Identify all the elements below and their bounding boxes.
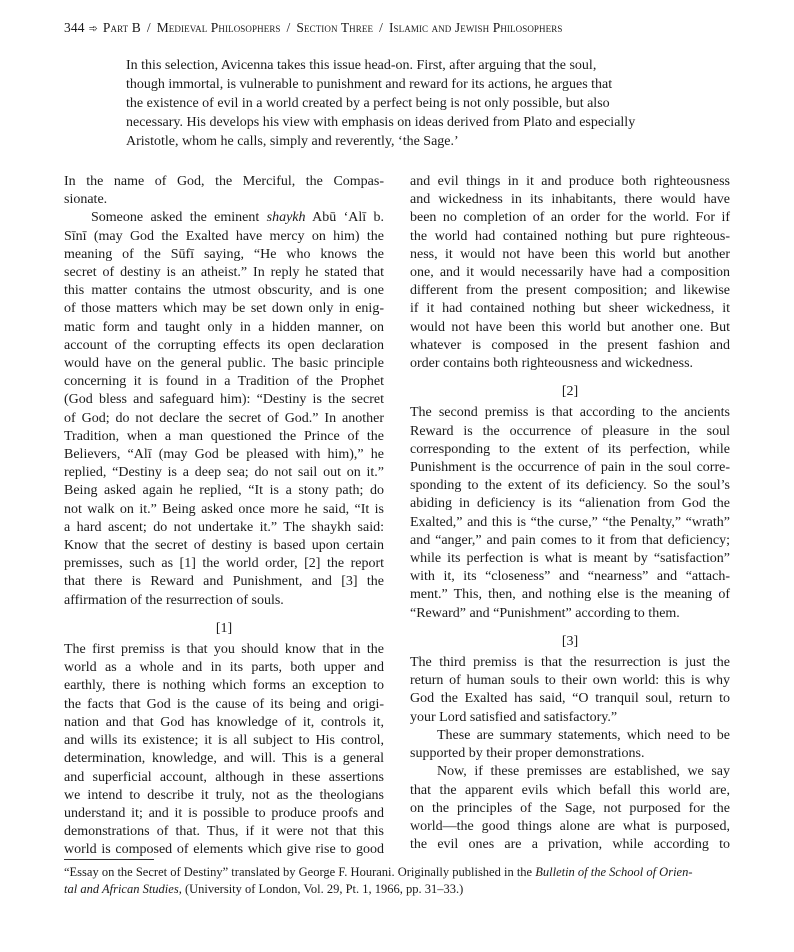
footnote-journal: tal and African Studies, bbox=[64, 882, 182, 896]
continuation-line: been no completion of an order for the world. For if bbox=[410, 210, 730, 226]
header-section-islamic: Islamic and Jewish Philosophers bbox=[388, 20, 563, 35]
continuation-line: different from the present composition; and likewise bbox=[410, 283, 730, 299]
final-line: on the principles of the Sage, not purposed for the bbox=[410, 800, 730, 816]
paragraph-line: replied, “Destiny is a deep sea; do not sail out on it.” bbox=[64, 465, 384, 481]
paragraph-line: not walk on it.” Being asked once more he said, “It is bbox=[64, 501, 384, 517]
section1-line: the facts that God is the cause of its being and origi- bbox=[64, 696, 384, 712]
continuation-line: the world had contained nothing but pure righteous- bbox=[410, 228, 730, 244]
paragraph-line: Tradition, when a man questioned the Prince of the bbox=[64, 428, 384, 444]
paragraph-lead-rest: Abū ‘Alī b. bbox=[305, 210, 385, 226]
paragraph-line: of God; do not declare the secret of God.” In another bbox=[64, 410, 384, 426]
section2-line: sponding to the extent of its deficiency. So the soul’s bbox=[410, 478, 730, 494]
paragraph-line: would have on the general public. The basic principle bbox=[64, 356, 384, 372]
section2-line: while its perfection is what is meant by “satisfaction” bbox=[410, 551, 730, 567]
paragraph-line: that there is Reward and Punishment, and [3] the bbox=[64, 574, 384, 590]
right-column bbox=[410, 173, 730, 854]
header-separator: / bbox=[146, 20, 151, 35]
paragraph-line: this matter contains the utmost obscurity, and is one bbox=[64, 283, 384, 299]
intro-line: though immortal, is vulnerable to punishment and reward for its actions, he argues that bbox=[126, 77, 613, 92]
header-section-medieval: Medieval Philosophers bbox=[156, 20, 281, 35]
section2-line: The second premiss is that according to the ancients bbox=[410, 405, 730, 421]
paragraph-line: premisses, such as [1] the world order, [2] the report bbox=[64, 556, 384, 572]
continuation-line: one, and it would necessarily have had a composition bbox=[410, 265, 730, 281]
paragraph-lead: Someone asked the eminent bbox=[91, 210, 267, 226]
shaykh-term: shaykh bbox=[266, 210, 306, 226]
summary-line: These are summary statements, which need to be bbox=[437, 727, 730, 743]
final-line: the evil ones are a privation, while according to bbox=[410, 837, 730, 853]
paragraph-line: matic form and taught only in a hidden manner, on bbox=[64, 319, 384, 335]
running-header bbox=[64, 20, 744, 36]
section2-line: Exalted,” and this is “the curse,” “the Penalty,” “wrath” bbox=[410, 514, 730, 530]
continuation-line: and wickedness in its inhabitants, there would have bbox=[410, 192, 730, 208]
section1-line: understand it; and it is possible to produce proofs and bbox=[64, 805, 384, 821]
header-part: Part B bbox=[102, 20, 141, 35]
header-separator: / bbox=[379, 20, 383, 35]
section2-line: Reward is the occurrence of pleasure in the soul bbox=[410, 423, 730, 439]
section-heading-3: [3] bbox=[561, 633, 579, 649]
intro-line: necessary. His develops his view with emphasis on ideas derived from Plato and especially bbox=[126, 115, 636, 130]
section2-line: “Reward” and “Punishment” according to them. bbox=[410, 605, 680, 621]
section2-line: abiding in deficiency is its “alienation from God the bbox=[410, 496, 730, 512]
section1-line: world as a whole and in its parts, both upper and bbox=[64, 660, 384, 676]
footnote bbox=[64, 864, 744, 898]
section3-line: The third premiss is that the resurrection is just the bbox=[410, 655, 730, 671]
section1-line: earthly, there is nothing which forms an exception to bbox=[64, 678, 384, 694]
section1-line: and wills its existence; it is all subject to His control, bbox=[64, 733, 384, 749]
footnote-journal: Bulletin of the School of Orien- bbox=[535, 865, 693, 879]
section1-line: nation and that God has knowledge of it, controls it, bbox=[64, 714, 384, 730]
section1-line: The first premiss is that you should know that in the bbox=[64, 642, 384, 658]
paragraph-line: account of the corrupting effects its open declaration bbox=[64, 337, 384, 353]
opening-line: sionate. bbox=[64, 192, 108, 208]
continuation-line: ness, it would not have been this world but another bbox=[410, 246, 730, 262]
paragraph-line: meaning of the Sūfī saying, “He who knows the bbox=[64, 246, 384, 262]
footnote-divider bbox=[64, 859, 154, 860]
final-line: that the apparent evils which befall this world are, bbox=[410, 782, 730, 798]
section2-line: and “anger,” and pain comes to it from that deficiency; bbox=[410, 532, 730, 548]
header-section-three: Section Three bbox=[296, 20, 374, 35]
footnote-text: “Essay on the Secret of Destiny” translated by George F. Hourani. Originally published in the bbox=[64, 865, 536, 879]
continuation-line: whatever is composed in the present fashion and bbox=[410, 337, 730, 353]
summary-line: supported by their proper demonstrations. bbox=[410, 746, 645, 762]
intro-line: the existence of evil in a world created by a perfect being is not only possible, but also bbox=[126, 96, 610, 111]
intro-line: In this selection, Avicenna takes this issue head-on. First, after arguing that the soul, bbox=[126, 58, 597, 73]
continuation-line: would not have been this world but another one. But bbox=[410, 319, 730, 335]
paragraph-line: a hard ascent; do not undertake it.” The shaykh said: bbox=[64, 519, 384, 535]
section3-line: return of human souls to their own world: this is why bbox=[410, 673, 730, 689]
paragraph-line: of those matters which may be set down only in enig- bbox=[64, 301, 384, 317]
continuation-line: order contains both righteousness and wickedness. bbox=[410, 356, 694, 372]
arrow-icon: ➾ bbox=[88, 23, 98, 35]
section-heading-1: [1] bbox=[215, 620, 233, 636]
section-heading-2: [2] bbox=[561, 384, 579, 400]
section2-line: ment.” This, then, and nothing else is the meaning of bbox=[410, 587, 730, 603]
section2-line: with it, its “closeness” and “nearness” and “attach- bbox=[410, 569, 730, 585]
paragraph-line: Know that the secret of destiny is based upon certain bbox=[64, 538, 384, 554]
paragraph-line: Believers, “Alī (may God be pleased with him),” he bbox=[64, 447, 384, 463]
page-number: 344 bbox=[64, 20, 85, 35]
section1-line: demonstrations of that. Thus, if it were not that this bbox=[64, 824, 384, 840]
section1-line: world is composed of elements which give rise to good bbox=[64, 842, 384, 858]
paragraph-line: secret of destiny is an atheist.” In reply he stated that bbox=[64, 265, 384, 281]
final-line: Now, if these premisses are established, we say bbox=[437, 764, 730, 780]
footnote-text: (University of London, Vol. 29, Pt. 1, 1966, pp. 31–33.) bbox=[181, 882, 464, 896]
continuation-line: and evil things in it and produce both righteousness bbox=[410, 174, 730, 189]
final-line: world—the good things alone are what is purposed, bbox=[410, 818, 730, 834]
paragraph-line: Sīnī (may God the Exalted have mercy on him) the bbox=[64, 228, 384, 244]
paragraph-line: affirmation of the resurrection of souls. bbox=[64, 592, 284, 608]
section3-line: God the Exalted has said, “O tranquil soul, return to bbox=[410, 691, 730, 707]
continuation-line: if it had contained nothing but sheer wickedness, it bbox=[410, 301, 730, 317]
section2-line: corresponding to the extent of its perfection, while bbox=[410, 441, 730, 457]
intro-line: Aristotle, whom he calls, simply and reverently, ‘the Sage.’ bbox=[126, 134, 459, 149]
left-column bbox=[64, 173, 384, 860]
header-separator: / bbox=[286, 20, 291, 35]
opening-line: In the name of God, the Merciful, the Compas- bbox=[64, 174, 384, 189]
paragraph-line: Being asked again he replied, “It is a stony path; do bbox=[64, 483, 384, 499]
section1-line: and superficial account, although in these assertions bbox=[64, 769, 384, 785]
paragraph-line: (God bless and safeguard him): “Destiny is the secret bbox=[64, 392, 384, 408]
section1-line: we intend to describe it truly, not as the theologians bbox=[64, 787, 384, 803]
paragraph-line bbox=[64, 209, 384, 227]
section1-line: determination, knowledge, and will. This is a general bbox=[64, 751, 384, 767]
section2-line: Punishment is the occurrence of pain in the soul corre- bbox=[410, 460, 730, 476]
section3-line: your Lord satisfied and satisfactory.” bbox=[410, 709, 618, 725]
paragraph-line: concerning it is found in a Tradition of the Prophet bbox=[64, 374, 384, 390]
editor-introduction bbox=[126, 56, 671, 151]
